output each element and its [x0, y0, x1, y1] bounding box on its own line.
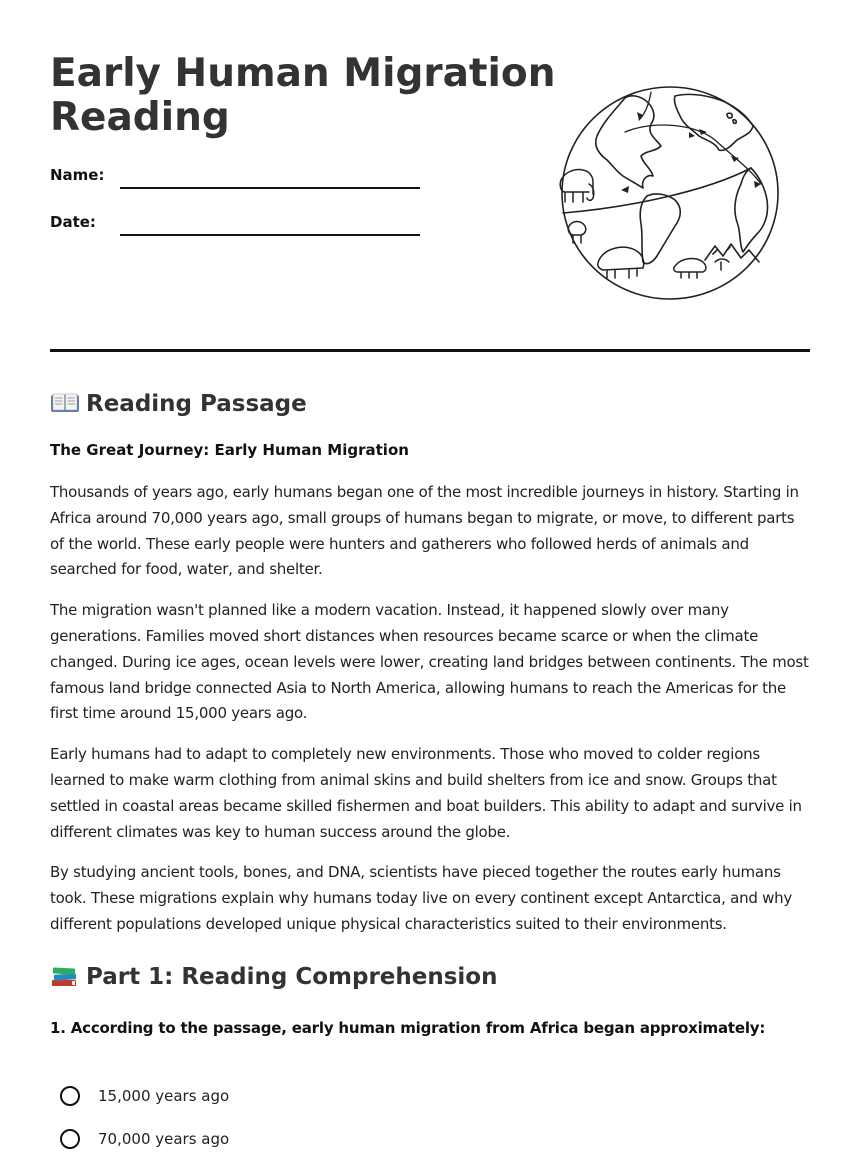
globe-migration-illustration — [555, 80, 785, 305]
option-label: 15,000 years ago — [98, 1087, 230, 1105]
passage-paragraph: Early humans had to adapt to completely new environments. Those who moved to colder regions learned to make warm clothing from animal skins and build shelters from ice and snow. Groups that settled in coastal areas became skilled fishermen and boat builders. This ability to adapt and survive in different climates was key to human success around the globe. — [50, 745, 802, 841]
radio-button[interactable] — [60, 1129, 80, 1149]
reading-passage — [50, 480, 810, 953]
header-divider — [50, 349, 810, 352]
question-1-text: 1. According to the passage, early human migration from Africa began approximately: — [50, 1019, 766, 1037]
date-label: Date: — [50, 213, 96, 231]
name-label: Name: — [50, 166, 105, 184]
passage-paragraph: By studying ancient tools, bones, and DNA, scientists have pieced together the routes early humans took. These migrations explain why humans today live on every continent except Antarctica, and why different populations developed unique physical characteristics suited to their environments. — [50, 863, 793, 933]
name-input-line[interactable] — [120, 187, 420, 189]
passage-paragraph: Thousands of years ago, early humans began one of the most incredible journeys in history. Starting in Africa around 70,000 years ago, small groups of humans began to migrate, or move, to different parts of the world. These early people were hunters and gatherers who followed herds of animals and searched for food, water, and shelter. — [50, 483, 799, 579]
worksheet-title: Early Human Migration Reading — [50, 51, 556, 140]
question-1-option-a[interactable] — [60, 1083, 229, 1109]
open-book-icon — [50, 392, 80, 414]
comprehension-heading — [50, 964, 497, 990]
passage-title: The Great Journey: Early Human Migration — [50, 441, 409, 459]
radio-button[interactable] — [60, 1086, 80, 1106]
comprehension-heading-text: Part 1: Reading Comprehension — [86, 964, 498, 990]
date-input-line[interactable] — [120, 234, 420, 236]
reading-passage-heading-text: Reading Passage — [86, 391, 307, 417]
passage-paragraph: The migration wasn't planned like a modern vacation. Instead, it happened slowly over many generations. Families moved short distances when resources became scarce or when the climate changed. During ice ages, ocean levels were lower, creating land bridges between continents. The most famous land bridge connected Asia to North America, allowing humans to reach the Americas for the first time around 15,000 years ago. — [50, 601, 809, 723]
option-label: 70,000 years ago — [98, 1130, 230, 1148]
question-1-option-b[interactable] — [60, 1126, 229, 1152]
stacked-books-icon — [50, 965, 80, 987]
reading-passage-heading — [50, 391, 307, 417]
